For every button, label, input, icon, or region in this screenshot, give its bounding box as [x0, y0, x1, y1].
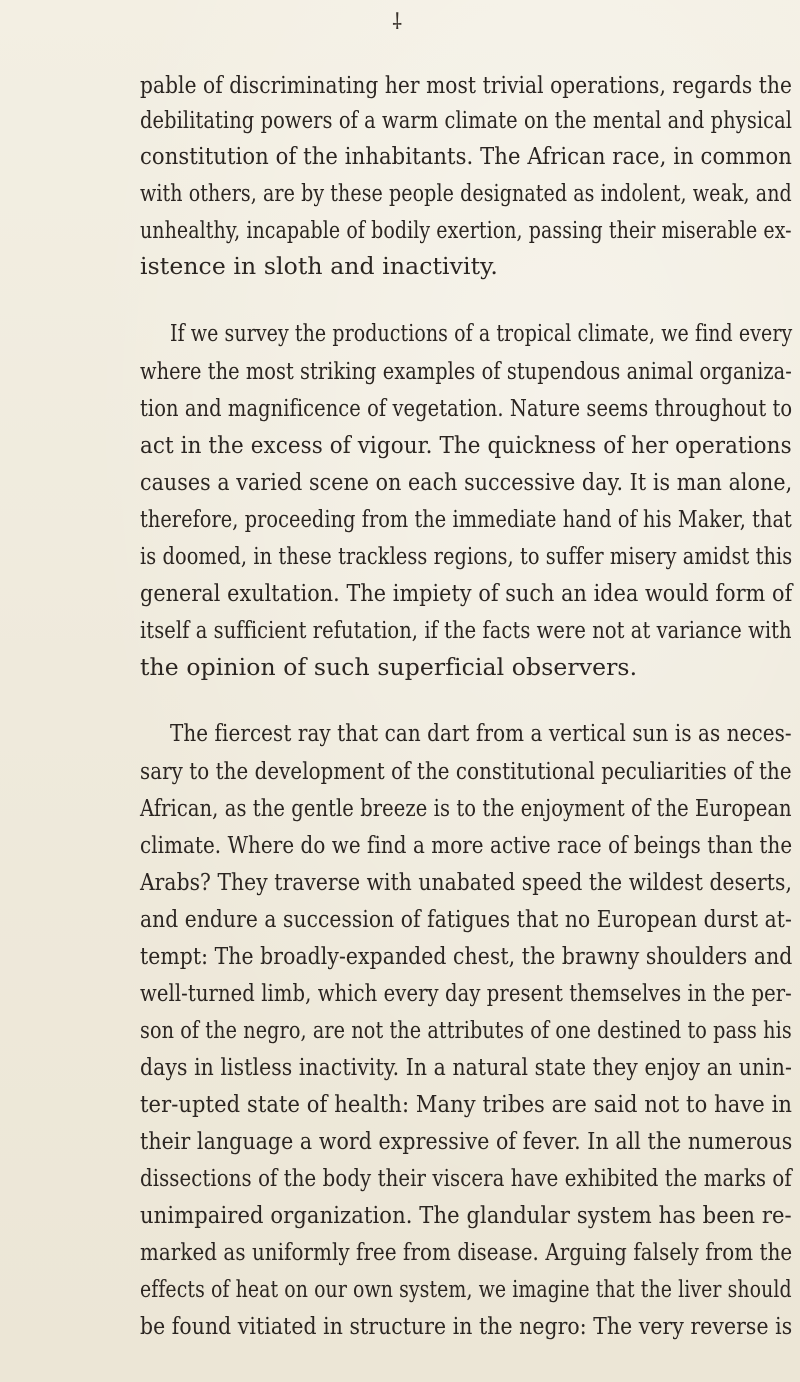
text-line: itself a sufficient refutation, if the facts were not at variance with	[140, 616, 792, 644]
text-line: effects of heat on our own system, we imagine that the liver should	[140, 1275, 792, 1303]
text-line: the opinion of such superficial observers.	[140, 653, 638, 681]
text-line: days in listless inactivity. In a natural state they enjoy an unin-	[140, 1053, 792, 1081]
text-line: If we survey the productions of a tropical climate, we find every	[170, 319, 793, 347]
text-line: ter-upted state of health: Many tribes are said not to have in	[140, 1090, 793, 1118]
text-line: African, as the gentle breeze is to the enjoyment of the European	[140, 794, 792, 822]
text-line: tempt: The broadly-expanded chest, the brawny shoulders and	[140, 942, 793, 970]
text-line: general exultation. The impiety of such an idea would form of	[140, 579, 793, 607]
text-line: therefore, proceeding from the immediate hand of his Maker, that	[140, 505, 792, 533]
text-line: dissections of the body their viscera have exhibited the marks of	[140, 1164, 792, 1192]
text-line: unimpaired organization. The glandular system has been re-	[140, 1201, 792, 1229]
text-line: constitution of the inhabitants. The African race, in common	[140, 142, 792, 170]
text-line: unhealthy, incapable of bodily exertion, passing their miserable ex-	[140, 216, 792, 244]
text-line: marked as uniformly free from disease. Arguing falsely from the	[140, 1238, 793, 1266]
text-line: son of the negro, are not the attributes of one destined to pass his	[140, 1016, 792, 1044]
text-line: climate. Where do we find a more active race of beings than the	[140, 831, 793, 859]
text-line: Arabs? They traverse with unabated speed the wildest deserts,	[140, 868, 792, 896]
text-line: be found vitiated in structure in the negro: The very reverse is	[140, 1312, 793, 1340]
printer-mark: ⸸	[392, 10, 403, 35]
text-line: with others, are by these people designated as indolent, weak, and	[140, 179, 792, 207]
text-line: is doomed, in these trackless regions, to suffer misery amidst this	[140, 542, 793, 570]
text-line: The fiercest ray that can dart from a vertical sun is as neces-	[170, 719, 792, 747]
text-line: where the most striking examples of stupendous animal organiza-	[140, 357, 792, 385]
text-line: pable of discriminating her most trivial operations, regards the	[140, 71, 793, 99]
text-line: tion and magnificence of vegetation. Nature seems throughout to	[140, 394, 793, 422]
text-line: well-turned limb, which every day present themselves in the per-	[140, 979, 792, 1007]
text-line: istence in sloth and inactivity.	[140, 252, 498, 280]
text-line: sary to the development of the constitutional peculiarities of the	[140, 757, 792, 785]
text-line: and endure a succession of fatigues that no European durst at-	[140, 905, 792, 933]
text-line: causes a varied scene on each successive day. It is man alone,	[140, 468, 793, 496]
text-line: their language a word expressive of fever. In all the numerous	[140, 1127, 793, 1155]
text-line: act in the excess of vigour. The quickness of her operations	[140, 431, 792, 459]
text-line: debilitating powers of a warm climate on the mental and physical	[140, 106, 793, 134]
